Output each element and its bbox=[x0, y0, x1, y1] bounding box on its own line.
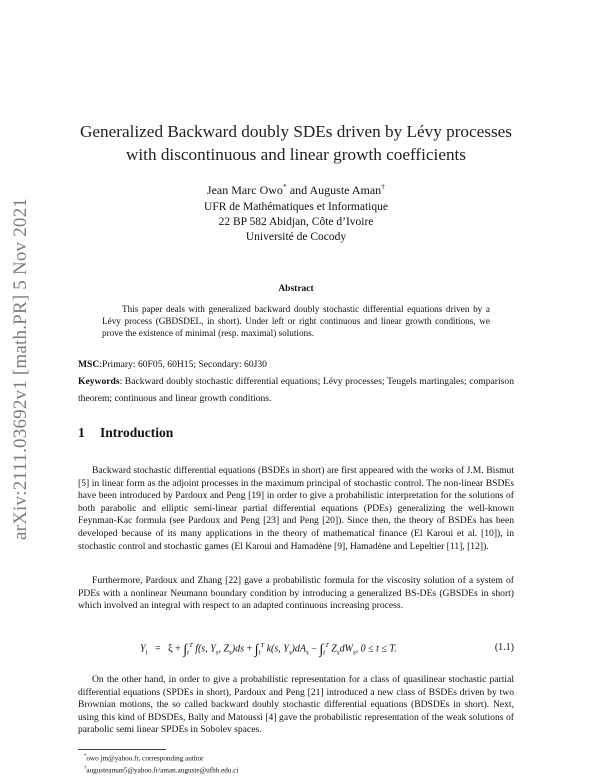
title-line-2: with discontinuous and linear growth coefficients bbox=[125, 145, 466, 164]
paper-title bbox=[78, 120, 514, 166]
title-line-1: Generalized Backward doubly SDEs driven by Lévy processes bbox=[80, 122, 512, 141]
equation-body: $Y_t$ = $\xi + \int_t^T$ f(s, $Y_s$, $Z_s)ds + \int_t^T$ k(s, $Y_s)dA_s - \int_t^T$ $Z_sdW_s$, 0 ≤ t ≤ T. bbox=[140, 642, 397, 658]
keywords-label: Keywords bbox=[78, 376, 120, 387]
footnote-mark-1: * bbox=[282, 182, 287, 191]
affiliation bbox=[78, 200, 514, 244]
arxiv-identifier: arXiv:2111.03692v1 [math.PR] 5 Nov 2021 bbox=[10, 197, 32, 541]
abstract-heading: Abstract bbox=[278, 284, 314, 294]
arxiv-sidebar bbox=[8, 183, 34, 555]
footnotes bbox=[84, 752, 238, 776]
author-owo: Jean Marc Owo bbox=[206, 183, 283, 197]
keywords-text: : Backward doubly stochastic differential equations; Lévy processes; Teugels martingales; comparison theorem; continuous and linear growth conditions. bbox=[78, 376, 514, 404]
footnote-1: *owo jm@yahoo.fr, corresponding author bbox=[84, 754, 204, 763]
author-list bbox=[78, 179, 514, 198]
abstract-text: This paper deals with generalized backward doubly stochastic differential equations driven by a Lévy process (GBDSDEL, in short). Under left or right continuous and linear growth conditions, we prove the existence of minimal (resp. maximal) solutions. bbox=[102, 304, 490, 338]
paragraph-1: Backward stochastic differential equations (BSDEs in short) are first appeared with the works of J.M. Bismut [5] in linear form as the adjoint processes in the maximum principal of stochastic control. The non-linear BSDEs have been introduced by Pardoux and Peng [19] in order to give a probabilistic interpretation for the solutions of both parabolic and elliptic semi-linear partial differential equations (PDEs) generalizing the well-known Feynman-Kac formula (see Pardoux and Peng [23] and Peng [20]). Since then, the theory of BSDEs has been developed because of its many applications in the theory of mathematical finance (El Karoui et al. [10]), in stochastic control and stochastic games (El Karoui and Hamadène [9], Hamadène and Lepeltier [11], [12]). bbox=[78, 465, 514, 552]
affiliation-line-2: 22 BP 582 Abidjan, Côte d’Ivoire bbox=[218, 215, 374, 228]
section-title: Introduction bbox=[100, 425, 174, 440]
equation-1-1 bbox=[78, 637, 514, 663]
section-heading bbox=[78, 425, 173, 441]
footnote-rule bbox=[78, 749, 166, 750]
affiliation-line-3: Université de Cocody bbox=[245, 230, 347, 243]
equation-number: (1.1) bbox=[494, 642, 514, 653]
footnote-mark-2: † bbox=[381, 182, 386, 191]
footnote-2: †augusteaman5@yahoo.fr/aman.auguste@ufhb.edu.ci bbox=[84, 765, 239, 775]
author-separator: and bbox=[286, 183, 310, 197]
paragraph-3: On the other hand, in order to give a probabilistic representation for a class of quasilinear stochastic partial differential equations (SPDEs in short), Pardoux and Peng [21] introduced a new class of BSDEs driven by two Brownian motions, the so called backward doubly stochastic differential equations (BDSDEs in short). Next, using this kind of BDSDEs, Bally and Matoussi [4] gave the probabilistic representation of the weak solutions of parabolic semi linear SPDEs in Sobolev spaces. bbox=[78, 674, 514, 736]
affiliation-line-1: UFR de Mathématiques et Informatique bbox=[204, 201, 388, 213]
keywords-line bbox=[78, 373, 514, 407]
author-aman: Auguste Aman bbox=[309, 183, 382, 197]
msc-line bbox=[78, 359, 267, 371]
paragraph-2: Furthermore, Pardoux and Zhang [22] gave a probabilistic formula for the viscosity solution of a system of PDEs with a nonlinear Neumann boundary condition by introducing a generalized BS-DEs (GBSDEs in short) which involved an integral with respect to an adapted continuous increasing process. bbox=[78, 575, 514, 612]
msc-label: MSC bbox=[78, 359, 100, 370]
section-number: 1 bbox=[78, 425, 85, 440]
msc-codes: :Primary: 60F05, 60H15; Secondary: 60J30 bbox=[99, 359, 267, 370]
